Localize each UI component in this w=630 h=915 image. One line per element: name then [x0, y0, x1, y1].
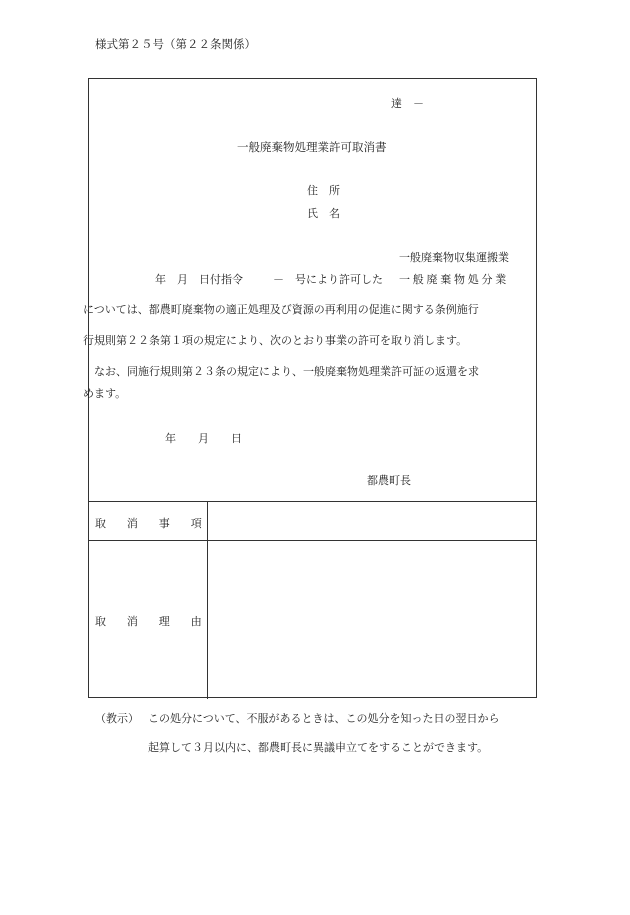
name-label: 氏 名 [307, 207, 340, 220]
body-line-3: 行規則第２２条第１項の規定により、次のとおり事業の許可を取り消します。 [83, 334, 468, 347]
cancel-reason-label: 取消理由 [95, 615, 223, 628]
table-top-line [89, 501, 536, 502]
table-mid-line [89, 540, 536, 541]
document-title: 一般廃棄物処理業許可取消書 [237, 140, 387, 154]
document-frame [83, 78, 537, 698]
notice-line-2: 起算して３月以内に、都農町長に異議申立てをすることができます。 [148, 741, 489, 754]
notice-line-1: この処分について、不服があるときは、この処分を知った日の翌日から [148, 712, 500, 725]
issuer: 都農町長 [367, 474, 411, 487]
form-number: 様式第２５号（第２２条関係） [95, 37, 256, 51]
address-label: 住 所 [307, 184, 340, 197]
notice-label: （教示） [95, 712, 139, 725]
body-line-5: めます。 [83, 387, 127, 400]
business-type-upper: 一般廃棄物収集運搬業 [399, 251, 509, 264]
permit-number-line: － 号により許可した [273, 273, 383, 286]
cancel-items-label: 取消事項 [95, 517, 223, 530]
document-number: 達 － [391, 97, 424, 110]
date-line: 年 月 日 [165, 432, 242, 445]
body-line-2: については、都農町廃棄物の適正処理及び資源の再利用の促進に関する条例施行 [83, 303, 479, 316]
permit-date-line: 年 月 日付指令 [155, 273, 243, 286]
body-line-4: なお、同施行規則第２３条の規定により、一般廃棄物処理業許可証の返還を求 [83, 365, 479, 378]
business-type-lower: 一般廃棄物処分業 [399, 273, 509, 286]
